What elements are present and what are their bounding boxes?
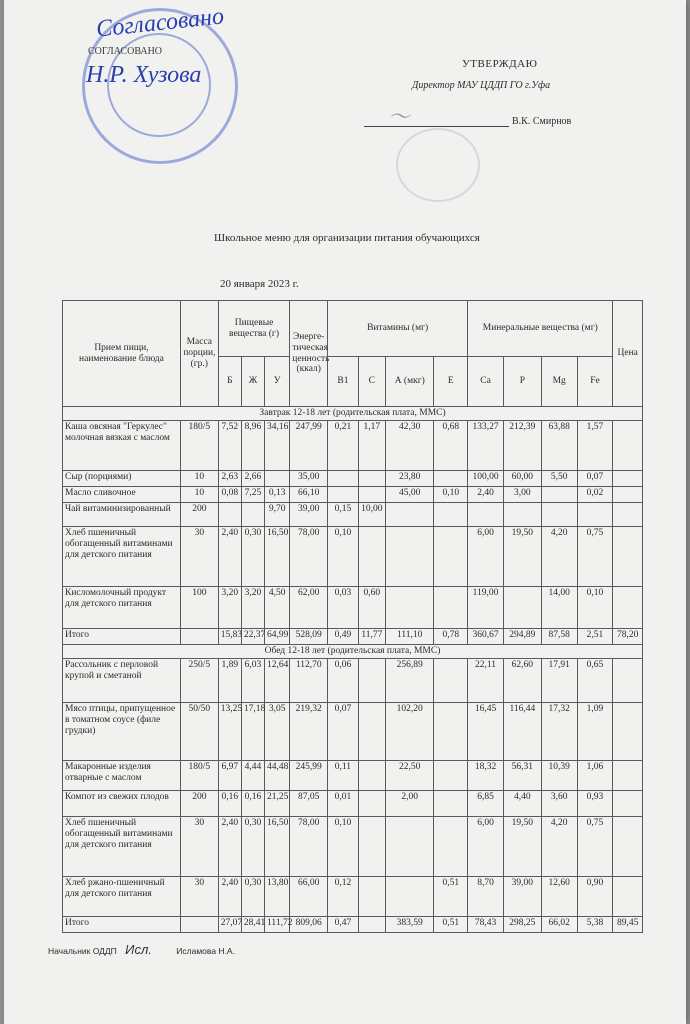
cell-price xyxy=(613,702,643,760)
total-name: Итого xyxy=(63,916,181,932)
cell-zh: 17,18 xyxy=(241,702,264,760)
cell-u: 16,50 xyxy=(265,816,290,876)
approver-position: Директор МАУ ЦДДП ГО г.Уфа xyxy=(412,80,551,91)
cell-c xyxy=(358,876,385,916)
total-e: 0,51 xyxy=(434,916,468,932)
header-minerals: Минеральные вещества (мг) xyxy=(468,301,613,357)
cell-p: 39,00 xyxy=(503,876,541,916)
cell-name: Каша овсяная "Геркулес" молочная вязкая с маслом xyxy=(63,420,181,470)
header-mg: Mg xyxy=(541,357,577,407)
cell-kcal: 245,99 xyxy=(290,760,328,790)
cell-c: 10,00 xyxy=(358,502,385,526)
cell-b1 xyxy=(328,470,359,486)
header-mass: Масса порции, (гр.) xyxy=(180,301,218,407)
cell-p: 4,40 xyxy=(503,790,541,816)
breakfast-section-title: Завтрак 12-18 лет (родительская плата, ММС) xyxy=(63,407,643,421)
total-u: 111,72 xyxy=(265,916,290,932)
cell-p: 19,50 xyxy=(503,526,541,586)
cell-e xyxy=(434,702,468,760)
total-kcal: 809,06 xyxy=(290,916,328,932)
faint-stamp xyxy=(396,128,480,202)
cell-mass: 30 xyxy=(180,876,218,916)
cell-u: 4,50 xyxy=(265,586,290,628)
table-row xyxy=(63,760,643,790)
breakfast-total-row xyxy=(63,628,643,644)
cell-p: 212,39 xyxy=(503,420,541,470)
cell-c xyxy=(358,486,385,502)
footer-name: Исламова Н.А. xyxy=(176,946,235,956)
cell-a xyxy=(386,586,434,628)
cell-price xyxy=(613,502,643,526)
cell-b: 6,97 xyxy=(218,760,241,790)
cell-zh: 0,30 xyxy=(241,816,264,876)
cell-kcal: 39,00 xyxy=(290,502,328,526)
total-price: 89,45 xyxy=(613,916,643,932)
header-price: Цена xyxy=(613,301,643,407)
cell-p xyxy=(503,502,541,526)
cell-price xyxy=(613,760,643,790)
cell-e: 0,51 xyxy=(434,876,468,916)
cell-mg: 17,91 xyxy=(541,658,577,702)
cell-b: 3,20 xyxy=(218,586,241,628)
cell-mg: 63,88 xyxy=(541,420,577,470)
header-nutrients: Пищевые вещества (г) xyxy=(218,301,290,357)
cell-fe: 0,90 xyxy=(577,876,613,916)
cell-u: 12,64 xyxy=(265,658,290,702)
header-c: С xyxy=(358,357,385,407)
cell-u: 16,50 xyxy=(265,526,290,586)
footer-signature xyxy=(48,942,235,957)
cell-fe: 0,02 xyxy=(577,486,613,502)
cell-zh: 2,66 xyxy=(241,470,264,486)
cell-a: 23,80 xyxy=(386,470,434,486)
header-vitamins: Витамины (мг) xyxy=(328,301,468,357)
document-page xyxy=(4,0,686,1024)
cell-kcal: 87,05 xyxy=(290,790,328,816)
cell-ca: 6,00 xyxy=(468,816,504,876)
handwritten-approval: Согласовано xyxy=(94,3,226,43)
cell-a xyxy=(386,816,434,876)
cell-mass: 100 xyxy=(180,586,218,628)
cell-b: 2,63 xyxy=(218,470,241,486)
cell-price xyxy=(613,816,643,876)
cell-ca: 6,00 xyxy=(468,526,504,586)
cell-mg: 17,32 xyxy=(541,702,577,760)
cell-mass: 50/50 xyxy=(180,702,218,760)
director-name: В.К. Смирнов xyxy=(512,116,572,127)
cell-fe: 1,06 xyxy=(577,760,613,790)
total-b: 27,07 xyxy=(218,916,241,932)
cell-u: 0,13 xyxy=(265,486,290,502)
cell-mass: 30 xyxy=(180,526,218,586)
cell-b1: 0,01 xyxy=(328,790,359,816)
cell-zh: 3,20 xyxy=(241,586,264,628)
cell-e xyxy=(434,470,468,486)
cell-a: 256,89 xyxy=(386,658,434,702)
cell-c: 1,17 xyxy=(358,420,385,470)
document-title: Школьное меню для организации питания обучающихся xyxy=(214,232,480,244)
footer-position: Начальник ОДДП xyxy=(48,946,117,956)
table-row xyxy=(63,420,643,470)
cell-kcal: 35,00 xyxy=(290,470,328,486)
header-a: А (мкг) xyxy=(386,357,434,407)
cell-a xyxy=(386,526,434,586)
cell-mass: 250/5 xyxy=(180,658,218,702)
cell-c: 0,60 xyxy=(358,586,385,628)
header-p: P xyxy=(503,357,541,407)
cell-price xyxy=(613,586,643,628)
total-a: 111,10 xyxy=(386,628,434,644)
cell-b1: 0,06 xyxy=(328,658,359,702)
cell-e: 0,68 xyxy=(434,420,468,470)
total-p: 294,89 xyxy=(503,628,541,644)
cell-mass: 200 xyxy=(180,790,218,816)
cell-u: 13,80 xyxy=(265,876,290,916)
cell-e: 0,10 xyxy=(434,486,468,502)
cell-mass: 10 xyxy=(180,470,218,486)
total-price: 78,20 xyxy=(613,628,643,644)
cell-a: 2,00 xyxy=(386,790,434,816)
cell-kcal: 66,10 xyxy=(290,486,328,502)
cell-b: 13,25 xyxy=(218,702,241,760)
cell-ca xyxy=(468,502,504,526)
cell-e xyxy=(434,658,468,702)
cell-fe: 0,10 xyxy=(577,586,613,628)
cell-zh: 4,44 xyxy=(241,760,264,790)
lunch-section-title: Обед 12-18 лет (родительская плата, ММС) xyxy=(63,644,643,658)
lunch-total-row xyxy=(63,916,643,932)
cell-b: 2,40 xyxy=(218,526,241,586)
cell-p xyxy=(503,586,541,628)
total-c: 11,77 xyxy=(358,628,385,644)
cell-ca: 18,32 xyxy=(468,760,504,790)
cell-price xyxy=(613,526,643,586)
total-mass xyxy=(180,628,218,644)
table-row xyxy=(63,816,643,876)
cell-fe xyxy=(577,502,613,526)
cell-b1: 0,15 xyxy=(328,502,359,526)
cell-name: Хлеб пшеничный обогащенный витаминами для детского питания xyxy=(63,816,181,876)
table-row xyxy=(63,790,643,816)
cell-name: Чай витаминизированный xyxy=(63,502,181,526)
table-row xyxy=(63,586,643,628)
cell-mass: 30 xyxy=(180,816,218,876)
cell-b1: 0,11 xyxy=(328,760,359,790)
cell-name: Кисломолочный продукт для детского питания xyxy=(63,586,181,628)
cell-b: 1,89 xyxy=(218,658,241,702)
cell-c xyxy=(358,816,385,876)
cell-b1 xyxy=(328,486,359,502)
table-row xyxy=(63,658,643,702)
total-e: 0,78 xyxy=(434,628,468,644)
cell-mg xyxy=(541,486,577,502)
cell-b1: 0,10 xyxy=(328,816,359,876)
cell-e xyxy=(434,816,468,876)
total-zh: 28,41 xyxy=(241,916,264,932)
cell-mg: 3,60 xyxy=(541,790,577,816)
breakfast-section-header xyxy=(63,407,643,421)
cell-u xyxy=(265,470,290,486)
cell-name: Мясо птицы, припущенное в томатном соусе (филе грудки) xyxy=(63,702,181,760)
total-a: 383,59 xyxy=(386,916,434,932)
header-carbs: У xyxy=(265,357,290,407)
cell-kcal: 62,00 xyxy=(290,586,328,628)
cell-p: 62,60 xyxy=(503,658,541,702)
total-b1: 0,47 xyxy=(328,916,359,932)
cell-mg xyxy=(541,502,577,526)
cell-price xyxy=(613,658,643,702)
total-b: 15,83 xyxy=(218,628,241,644)
cell-ca: 133,27 xyxy=(468,420,504,470)
cell-b: 2,40 xyxy=(218,876,241,916)
cell-ca: 100,00 xyxy=(468,470,504,486)
total-c xyxy=(358,916,385,932)
cell-fe: 0,93 xyxy=(577,790,613,816)
cell-zh: 6,03 xyxy=(241,658,264,702)
header-energy: Энерге-тическая ценность (ккал) xyxy=(290,301,328,407)
cell-mg: 4,20 xyxy=(541,816,577,876)
cell-name: Масло сливочное xyxy=(63,486,181,502)
cell-c xyxy=(358,658,385,702)
cell-price xyxy=(613,790,643,816)
cell-p: 3,00 xyxy=(503,486,541,502)
table-row xyxy=(63,486,643,502)
cell-a: 45,00 xyxy=(386,486,434,502)
cell-price xyxy=(613,876,643,916)
menu-table xyxy=(62,300,643,933)
cell-b1: 0,21 xyxy=(328,420,359,470)
total-kcal: 528,09 xyxy=(290,628,328,644)
cell-a: 42,30 xyxy=(386,420,434,470)
header-b1: В1 xyxy=(328,357,359,407)
cell-e xyxy=(434,790,468,816)
cell-p: 116,44 xyxy=(503,702,541,760)
cell-name: Сыр (порциями) xyxy=(63,470,181,486)
header-fe: Fe xyxy=(577,357,613,407)
total-fe: 5,38 xyxy=(577,916,613,932)
total-ca: 360,67 xyxy=(468,628,504,644)
cell-b1: 0,07 xyxy=(328,702,359,760)
header-protein: Б xyxy=(218,357,241,407)
cell-fe: 1,09 xyxy=(577,702,613,760)
cell-fe: 1,57 xyxy=(577,420,613,470)
cell-kcal: 66,00 xyxy=(290,876,328,916)
cell-b1: 0,12 xyxy=(328,876,359,916)
approved-label: СОГЛАСОВАНО xyxy=(88,46,163,57)
header-fat: Ж xyxy=(241,357,264,407)
table-row xyxy=(63,526,643,586)
cell-mass: 200 xyxy=(180,502,218,526)
cell-b1: 0,03 xyxy=(328,586,359,628)
cell-fe: 0,75 xyxy=(577,526,613,586)
cell-fe: 0,75 xyxy=(577,816,613,876)
cell-kcal: 112,70 xyxy=(290,658,328,702)
cell-a: 22,50 xyxy=(386,760,434,790)
cell-b: 7,52 xyxy=(218,420,241,470)
table-row xyxy=(63,470,643,486)
approve-title: УТВЕРЖДАЮ xyxy=(462,58,538,70)
cell-fe: 0,07 xyxy=(577,470,613,486)
cell-e xyxy=(434,526,468,586)
cell-p: 19,50 xyxy=(503,816,541,876)
cell-zh: 7,25 xyxy=(241,486,264,502)
cell-p: 60,00 xyxy=(503,470,541,486)
cell-b: 0,08 xyxy=(218,486,241,502)
total-mass xyxy=(180,916,218,932)
cell-mass: 180/5 xyxy=(180,760,218,790)
cell-e xyxy=(434,502,468,526)
table-row xyxy=(63,502,643,526)
cell-ca: 6,85 xyxy=(468,790,504,816)
cell-name: Хлеб ржано-пшеничный для детского питания xyxy=(63,876,181,916)
cell-u: 9,70 xyxy=(265,502,290,526)
cell-mg: 4,20 xyxy=(541,526,577,586)
header-ca: Ca xyxy=(468,357,504,407)
cell-c xyxy=(358,790,385,816)
cell-mg: 5,50 xyxy=(541,470,577,486)
cell-c xyxy=(358,702,385,760)
cell-e xyxy=(434,586,468,628)
table-row xyxy=(63,702,643,760)
cell-zh xyxy=(241,502,264,526)
total-fe: 2,51 xyxy=(577,628,613,644)
cell-zh: 0,16 xyxy=(241,790,264,816)
lunch-section-header xyxy=(63,644,643,658)
cell-ca: 2,40 xyxy=(468,486,504,502)
total-ca: 78,43 xyxy=(468,916,504,932)
total-b1: 0,49 xyxy=(328,628,359,644)
cell-name: Рассольник с перловой крупой и сметаной xyxy=(63,658,181,702)
cell-fe: 0,65 xyxy=(577,658,613,702)
cell-price xyxy=(613,470,643,486)
cell-kcal: 78,00 xyxy=(290,526,328,586)
director-signature-mark: 〜 xyxy=(388,104,411,129)
cell-mg: 10,39 xyxy=(541,760,577,790)
cell-a xyxy=(386,502,434,526)
cell-a: 102,20 xyxy=(386,702,434,760)
cell-c xyxy=(358,470,385,486)
cell-zh: 8,96 xyxy=(241,420,264,470)
cell-zh: 0,30 xyxy=(241,876,264,916)
cell-price xyxy=(613,486,643,502)
total-p: 298,25 xyxy=(503,916,541,932)
cell-e xyxy=(434,760,468,790)
cell-mass: 180/5 xyxy=(180,420,218,470)
header-e: Е xyxy=(434,357,468,407)
cell-u: 44,48 xyxy=(265,760,290,790)
cell-kcal: 219,32 xyxy=(290,702,328,760)
cell-ca: 8,70 xyxy=(468,876,504,916)
cell-name: Хлеб пшеничный обогащенный витаминами для детского питания xyxy=(63,526,181,586)
cell-c xyxy=(358,526,385,586)
cell-mass: 10 xyxy=(180,486,218,502)
total-mg: 66,02 xyxy=(541,916,577,932)
cell-b xyxy=(218,502,241,526)
cell-kcal: 78,00 xyxy=(290,816,328,876)
total-zh: 22,37 xyxy=(241,628,264,644)
total-mg: 87,58 xyxy=(541,628,577,644)
cell-zh: 0,30 xyxy=(241,526,264,586)
signature-line xyxy=(364,126,509,127)
cell-ca: 16,45 xyxy=(468,702,504,760)
cell-b: 2,40 xyxy=(218,816,241,876)
cell-u: 34,16 xyxy=(265,420,290,470)
cell-name: Компот из свежих плодов xyxy=(63,790,181,816)
cell-kcal: 247,99 xyxy=(290,420,328,470)
cell-c xyxy=(358,760,385,790)
cell-ca: 22,11 xyxy=(468,658,504,702)
table-row xyxy=(63,876,643,916)
cell-b: 0,16 xyxy=(218,790,241,816)
cell-name: Макаронные изделия отварные с маслом xyxy=(63,760,181,790)
total-u: 64,99 xyxy=(265,628,290,644)
total-name: Итого xyxy=(63,628,181,644)
document-date: 20 января 2023 г. xyxy=(220,278,299,290)
header-meal: Прием пищи, наименование блюда xyxy=(63,301,181,407)
cell-p: 56,31 xyxy=(503,760,541,790)
cell-u: 21,25 xyxy=(265,790,290,816)
cell-a xyxy=(386,876,434,916)
cell-price xyxy=(613,420,643,470)
cell-u: 3,05 xyxy=(265,702,290,760)
cell-mg: 14,00 xyxy=(541,586,577,628)
approver-signature: Н.Р. Хузова xyxy=(86,62,202,88)
cell-b1: 0,10 xyxy=(328,526,359,586)
cell-mg: 12,60 xyxy=(541,876,577,916)
cell-ca: 119,00 xyxy=(468,586,504,628)
footer-signature-mark: Исл. xyxy=(125,942,152,957)
